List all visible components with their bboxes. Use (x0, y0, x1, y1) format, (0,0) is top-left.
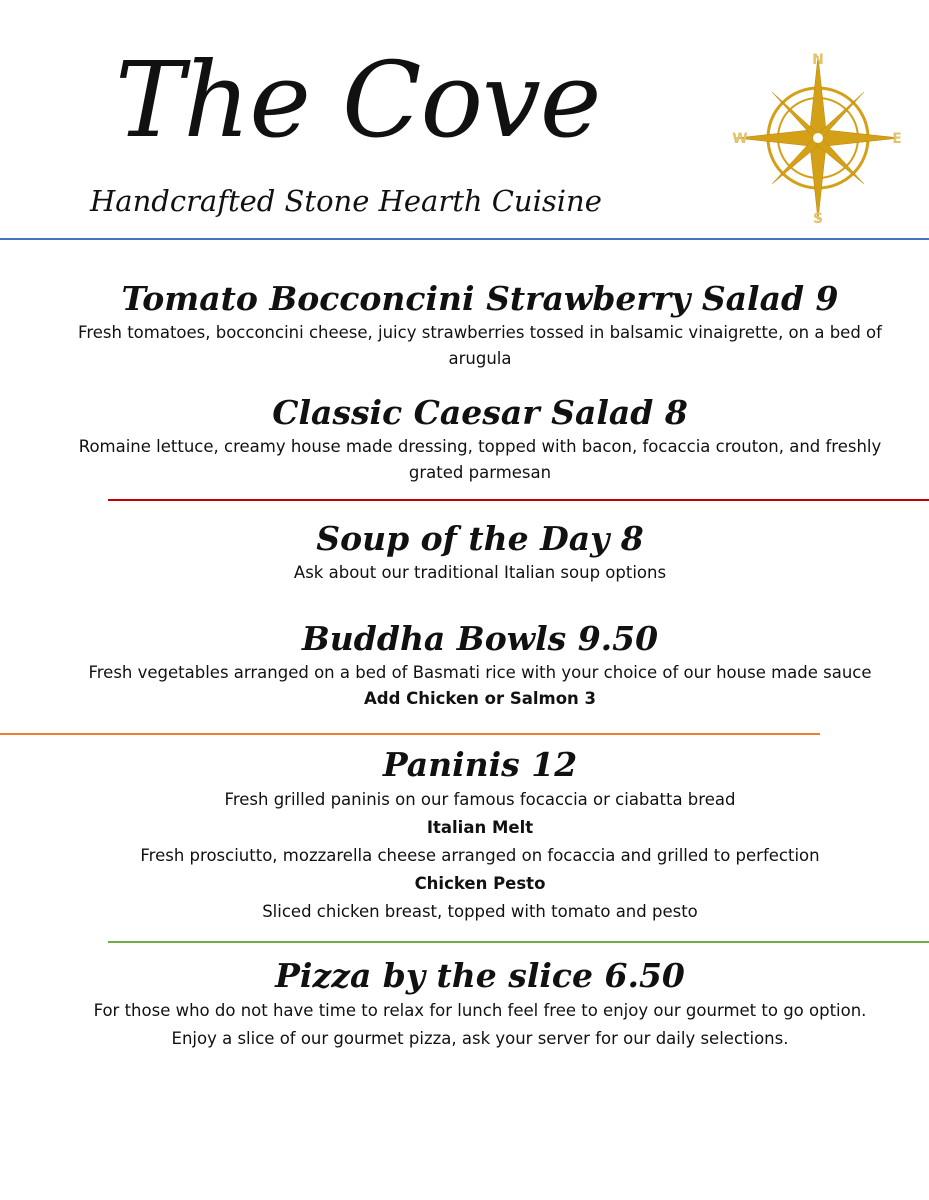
item-description: Fresh tomatoes, bocconcini cheese, juicy strawberries tossed in balsamic vinaigrette, on a bed of arugula (78, 323, 882, 368)
menu-item-paninis (60, 744, 900, 926)
restaurant-subtitle: Handcrafted Stone Hearth Cuisine (90, 184, 602, 218)
restaurant-title: The Cove (115, 39, 601, 161)
menu-item-caesar-salad (60, 392, 900, 486)
compass-east-label: E (892, 131, 902, 147)
menu-item-pizza (40, 955, 920, 1053)
divider-orange (0, 733, 820, 735)
panini-italian-melt-description: Fresh prosciutto, mozzarella cheese arranged on focaccia and grilled to perfection (140, 846, 820, 865)
item-description: Fresh grilled paninis on our famous focaccia or ciabatta bread (224, 790, 736, 809)
menu-item-soup (60, 518, 900, 586)
item-description-line-2: Enjoy a slice of our gourmet pizza, ask your server for our daily selections. (171, 1029, 789, 1048)
panini-italian-melt-name: Italian Melt (426, 818, 534, 837)
menu-item-buddha-bowls (60, 618, 900, 712)
compass-north-label: N (812, 52, 824, 68)
item-title: Paninis 12 (382, 745, 578, 784)
item-description-line-1: For those who do not have time to relax for lunch feel free to enjoy our gourmet to go option. (93, 1001, 867, 1020)
item-title: Tomato Bocconcini Strawberry Salad 9 (121, 279, 839, 318)
item-description: Ask about our traditional Italian soup options (293, 563, 667, 582)
item-description: Fresh vegetables arranged on a bed of Basmati rice with your choice of our house made sauce (88, 663, 872, 682)
panini-chicken-pesto-name: Chicken Pesto (414, 874, 546, 893)
divider-blue (0, 238, 929, 240)
item-title: Classic Caesar Salad 8 (272, 393, 688, 432)
panini-chicken-pesto-description: Sliced chicken breast, topped with tomato and pesto (262, 902, 698, 921)
item-description: Romaine lettuce, creamy house made dressing, topped with bacon, focaccia crouton, and freshly grated parmesan (78, 437, 882, 482)
item-title: Buddha Bowls 9.50 (301, 619, 659, 658)
divider-green (108, 941, 929, 943)
compass-south-label: S (812, 211, 824, 226)
compass-rose-icon (730, 50, 906, 226)
item-addon: Add Chicken or Salmon 3 (363, 689, 597, 708)
compass-west-label: W (732, 131, 748, 147)
menu-item-tomato-salad (60, 278, 900, 372)
item-title: Pizza by the slice 6.50 (275, 956, 685, 995)
divider-red (108, 499, 929, 501)
item-title: Soup of the Day 8 (316, 519, 644, 558)
